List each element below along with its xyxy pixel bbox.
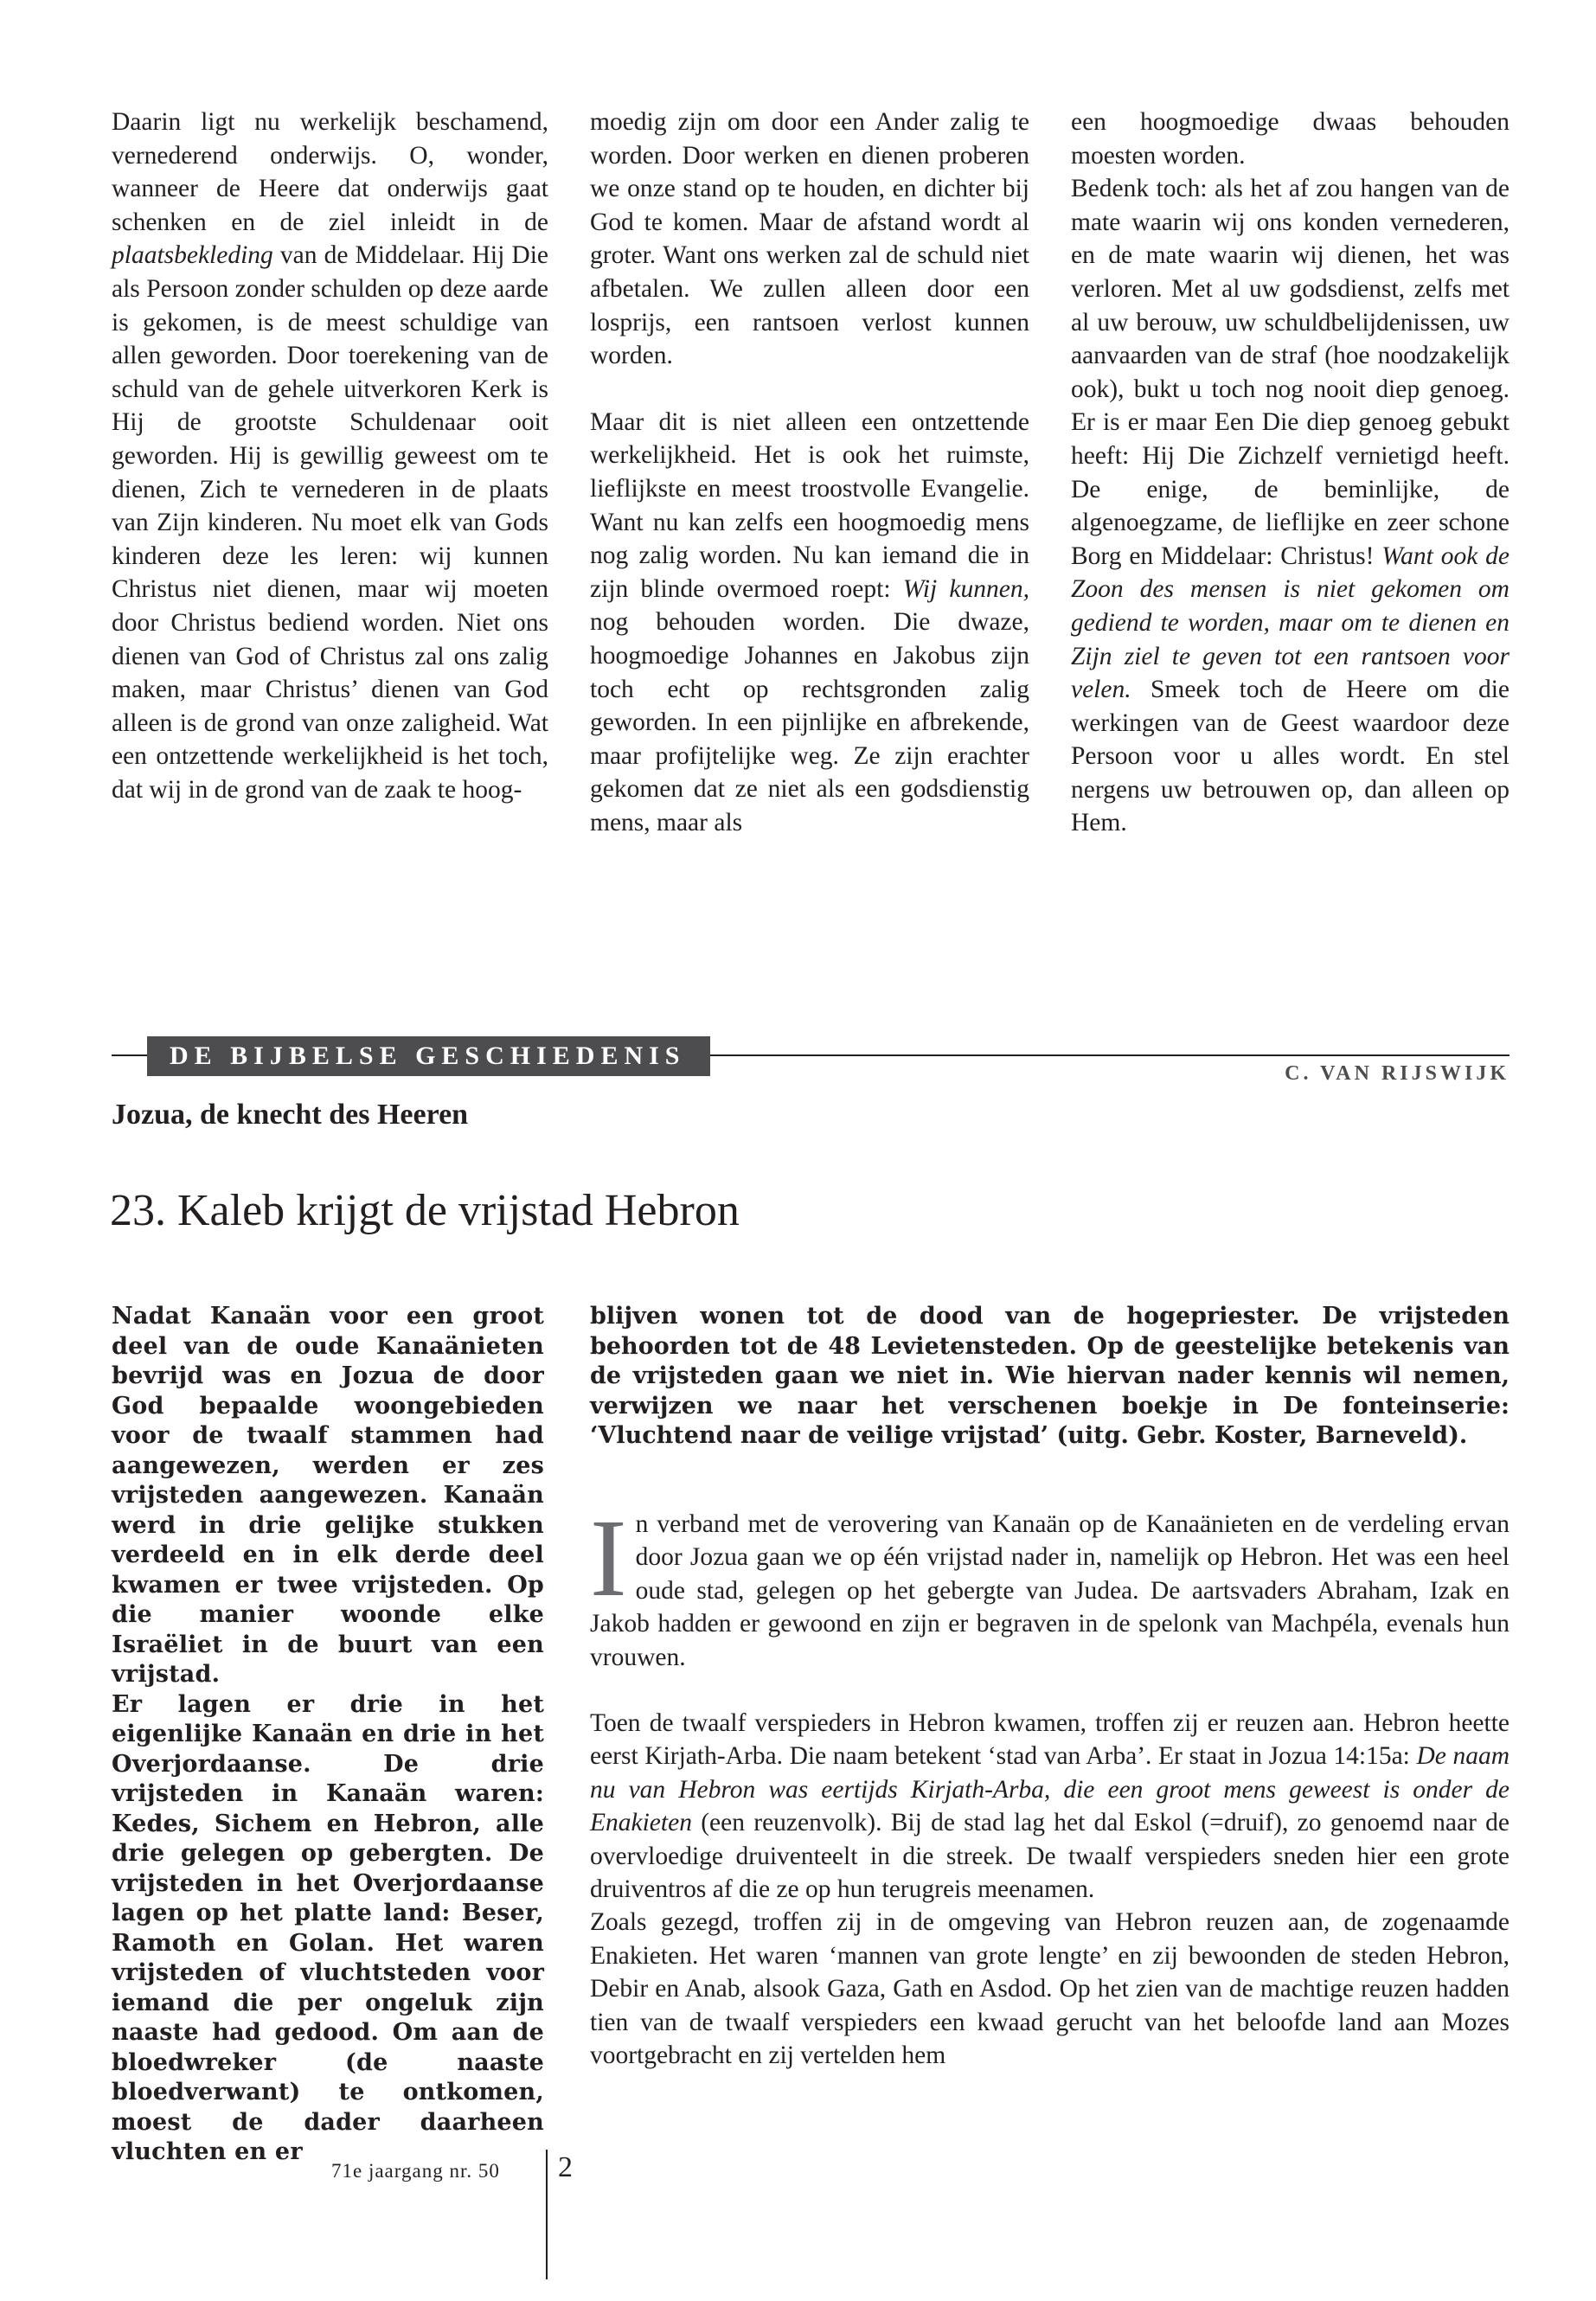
article-column-2	[590, 106, 1029, 839]
article-column-3	[1071, 106, 1509, 840]
article-title: 23. Kaleb krijgt de vrijstad Hebron	[110, 1186, 740, 1235]
page-number: 2	[558, 2151, 573, 2183]
paragraph: moedig zijn om door een Ander zalig te worden. Door werken en dienen proberen we onze stand op te houden, en dichter bij God te komen. Maar de afstand wordt al groter. Want ons werken zal de schuld niet afbetalen. We zullen alleen door een losprijs, een rantsoen verlost kunnen worden.	[590, 108, 1029, 370]
footer-divider	[546, 2150, 548, 2279]
intro-paragraph: Er lagen er drie in het eigenlijke Kanaän en drie in het Overjordaanse. De drie vrijsteden in Kanaän waren: Kedes, Sichem en Hebron, alle drie gelegen op gebergten. De vrijsteden in het Overjordaanse lagen op het platte land: Beser, Ramoth en Golan. Het waren vrijsteden of vluchtsteden voor iemand die per ongeluk zijn naaste had gedood. Om aan de bloedwreker (de naaste bloedverwant) te ontkomen, moest de dader daarheen vluchten en er	[112, 1690, 544, 2165]
paragraph: Maar dit is niet alleen een ontzettende werkelijkheid. Het is ook het ruimste, lieflijkste en meest troostvolle Evangelie. Want nu kan zelfs een hoogmoedig mens nog zalig worden. Nu kan iemand die in zijn blinde overmoed roept: Wij kunnen, nog behouden worden. Die dwaze, hoogmoedige Johannes en Jakobus zijn toch echt op rechtsgronden zalig geworden. In een pijnlijke en afbrekende, maar profijtelijke weg. Ze zijn erachter gekomen dat ze niet als een godsdienstig mens, maar als	[590, 407, 1029, 836]
drop-cap: I	[590, 1497, 627, 1619]
body-column-right	[590, 1497, 1510, 2073]
series-subtitle: Jozua, de knecht des Heeren	[112, 1099, 469, 1131]
paragraph: Bedenk toch: als het af zou hangen van de mate waarin wij ons konden vernederen, en de mate waarin wij dienen, het was verloren. Met al uw godsdienst, zelfs met al uw berouw, uw schuldbelijdenissen, uw aanvaarden van de straf (hoe noodzakelijk ook), bukt u toch nog nooit diep genoeg. Er is er maar Een Die diep genoeg gebukt heeft: Hij Die Zichzelf vernietigd heeft. De enige, de beminlijke, de algenoegzame, de lieflijke en zeer schone Borg en Middelaar: Christus! Want ook de Zoon des mensen is niet gekomen om gediend te worden, maar om te dienen en Zijn ziel te geven tot een rantsoen voor velen. Smeek toch de Heere om die werkingen van de Geest waardoor deze Persoon voor u alles wordt. En stel nergens uw betrouwen op, dan alleen op Hem.	[1071, 175, 1509, 837]
paragraph: een hoogmoedige dwaas behouden moesten worden.	[1071, 108, 1509, 170]
intro-paragraph: Nadat Kanaän voor een groot deel van de oude Kanaänieten bevrijd was en Jozua de door God bepaalde woongebieden voor de twaalf stammen had aangewezen, werden er zes vrijsteden aangewezen. Kanaän werd in drie gelijke stukken verdeeld en in elk derde deel kwamen er twee vrijsteden. Op die manier woonde elke Israëliet in de buurt van een vrijstad.	[112, 1303, 544, 1688]
intro-column-left	[112, 1302, 544, 2168]
paragraph: Toen de twaalf verspieders in Hebron kwamen, troffen zij er reuzen aan. Hebron heette eerst Kirjath-Arba. Die naam betekent ‘stad van Arba’. Er staat in Jozua 14:15a: De naam nu van Hebron was eertijds Kirjath-Arba, die een groot mens geweest is onder de Enakieten (een reuzenvolk). Bij de stad lag het dal Eskol (=druif), zo genoemd naar de overvloedige druiventeelt in die streek. De twaalf verspieders sneden hier een grote druiventros af die ze op hun terugreis meenamen.	[590, 1709, 1510, 1904]
section-label: DE BIJBELSE GESCHIEDENIS	[147, 1036, 710, 1076]
paragraph: In verband met de verovering van Kanaän op de Kanaänieten en de verdeling ervan door Jozua gaan we op één vrijstad nader in, namelijk op Hebron. Het was een heel oude stad, gelegen op het gebergte van Judea. De aartsvaders Abraham, Izak en Jakob hadden er gewoond en zijn er begraven in de spelonk van Machpéla, evenals hun vrouwen.	[590, 1497, 1509, 1671]
article-column-1	[112, 106, 548, 806]
paragraph: Daarin ligt nu werkelijk beschamend, vernederend onderwijs. O, wonder, wanneer de Heere dat onderwijs gaat schenken en de ziel inleidt in de plaatsbekleding van de Middelaar. Hij Die als Persoon zonder schulden op deze aarde is gekomen, is de meest schuldige van allen geworden. Door toerekening van de schuld van de gehele uitverkoren Kerk is Hij de grootste Schuldenaar ooit geworden. Hij is gewillig geweest om te dienen, Zich te vernederen in de plaats van Zijn kinderen. Nu moet elk van Gods kinderen deze les leren: wij kunnen Christus niet dienen, maar wij moeten door Christus bediend worden. Niet ons dienen van God of Christus zal ons zalig maken, maar Christus’ dienen van God alleen is de grond van onze zaligheid. Wat een ontzettende werkelijkheid is het toch, dat wij in de grond van de zaak te hoog-	[112, 108, 548, 804]
author-name: C. VAN RIJSWIJK	[1285, 1062, 1509, 1085]
intro-column-right: blijven wonen tot de dood van de hogepriester. De vrijsteden behoorden tot de 48 Levietensteden. Op de geestelijke betekenis van de vrijsteden gaan we niet in. Wie hiervan nader kennis wil nemen, verwijzen we naar het verschenen boekje in De fonteinserie: ‘Vluchtend naar de veilige vrijstad’ (uitg. Gebr. Koster, Barneveld).	[590, 1303, 1509, 1449]
paragraph: Zoals gezegd, troffen zij in de omgeving van Hebron reuzen aan, de zogenaamde Enakieten. Het waren ‘mannen van grote lengte’ en zij bewoonden de steden Hebron, Debir en Anab, alsook Gaza, Gath en Asdod. Op het zien van de machtige reuzen hadden tien van de twaalf verspieders een kwaad gerucht van het beloofde land aan Mozes voortgebracht en zij vertelden hem	[590, 1908, 1509, 2070]
issue-info: 71e jaargang nr. 50	[331, 2160, 500, 2182]
